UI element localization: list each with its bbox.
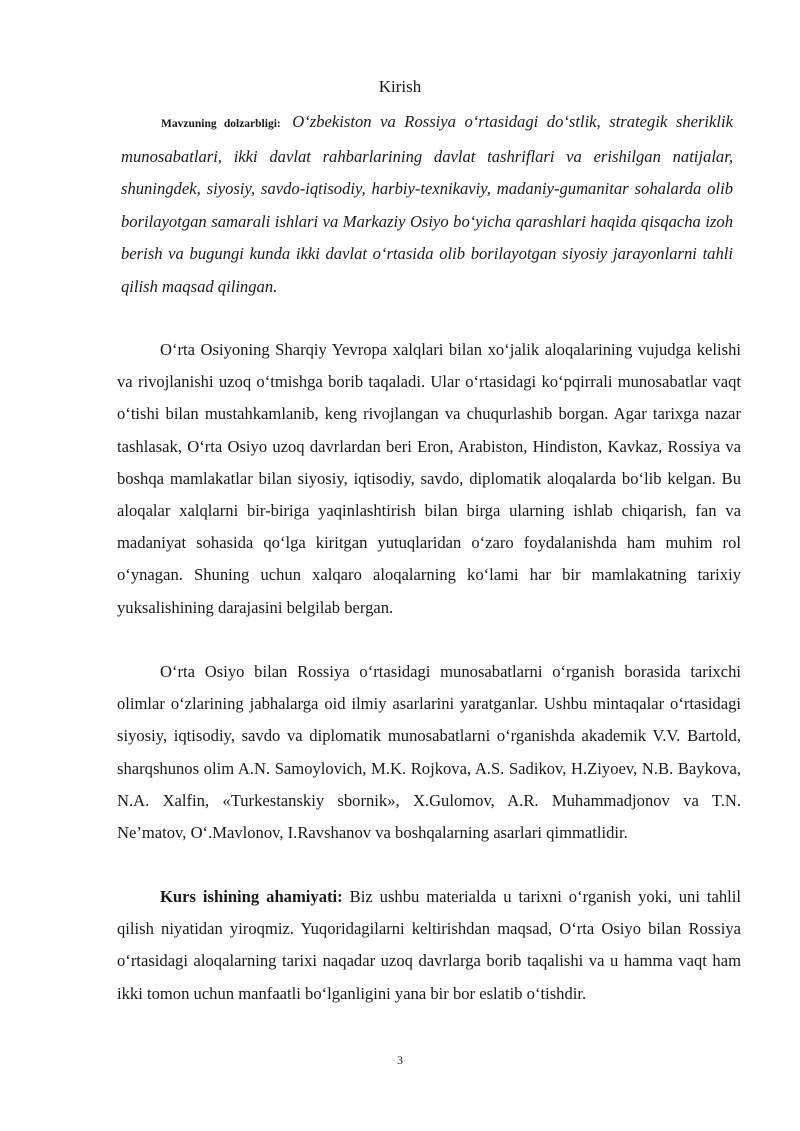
paragraph-text: O‘rta Osiyo bilan Rossiya o‘rtasidagi munosabatlarni o‘rganish borasida tarixchi olimlar o‘zlarining jabhalarga oid ilmiy asarlarini yaratganlar. Ushbu mintaqalar o‘rtasidagi siyosiy, iqtisodiy, savdo va diplomatik munosabatlarni o‘rganishda akademik V.V. Bartold, sharqshunos olim A.N. Samoylovich, M.K. Rojkova, A.S. Sadikov, H.Ziyoev, N.B. Baykova, N.A. Xalfin, «Turkestanskiy sbornik», X.Gulomov, A.R. Muhammadjonov va T.N. Ne’matov, O‘.Mavlonov, I.Ravshanov va boshqalarning asarlari qimmatlidir. bbox=[117, 662, 741, 843]
body-paragraph bbox=[117, 334, 741, 624]
relevance-paragraph bbox=[121, 106, 733, 303]
relevance-label: Mavzuning dolzarbligi: bbox=[161, 118, 281, 130]
significance-label: Kurs ishining ahamiyati: bbox=[160, 887, 343, 906]
body-paragraph bbox=[117, 656, 741, 849]
relevance-text: O‘zbekiston va Rossiya o‘rtasidagi do‘stlik, strategik sheriklik munosabatlari, ikki davlat rahbarlarining davlat tashriflari va erishilgan natijalar, shuningdek, siyosiy, savdo-iqtisodiy, harbiy-texnikaviy, madaniy-gumanitar sohalarda olib borilayotgan samarali ishlari va Markaziy Osiyo bo‘yicha qarashlari haqida qisqacha izoh berish va bugungi kunda ikki davlat o‘rtasida olib borilayotgan siyosiy jarayonlarni tahli qilish maqsad qilingan. bbox=[121, 112, 733, 296]
section-heading: Kirish bbox=[378, 77, 422, 96]
paragraph-text: O‘rta Osiyoning Sharqiy Yevropa xalqlari bilan xo‘jalik aloqalarining vujudga kelishi va rivojlanishi uzoq o‘tmishga borib taqaladi. Ular o‘rtasidagi ko‘pqirrali munosabatlar vaqt o‘tishi bilan mustahkamlanib, keng rivojlangan va chuqurlashib borgan. Agar tarixga nazar tashlasak, O‘rta Osiyo uzoq davrlardan beri Eron, Arabiston, Hindiston, Kavkaz, Rossiya va boshqa mamlakatlar bilan siyosiy, iqtisodiy, savdo, diplomatik aloqalarda bo‘lib kelgan. Bu aloqalar xalqlarni bir-biriga yaqinlashtirish bilan birga ularning ishlab chiqarish, fan va madaniyat sohasida qo‘lga kiritgan yutuqlaridan o‘zaro foydalanishda ham muhim rol o‘ynagan. Shuning uchun xalqaro aloqalarning ko‘lami har bir mamlakatning tarixiy yuksalishining darajasini belgilab bergan. bbox=[117, 340, 741, 617]
page-number: 3 bbox=[397, 1053, 403, 1067]
significance-paragraph bbox=[117, 881, 741, 1010]
paragraph-text: Biz ushbu materialda u tarixni o‘rganish yoki, uni tahlil qilish niyatidan yiroqmiz. Yuqoridagilarni keltirishdan maqsad, O‘rta Osiyo bilan Rossiya o‘rtasidagi aloqalarning tarixi naqadar uzoq davrlarga borib taqalishi va u hamma vaqt ham ikki tomon uchun manfaatli bo‘lganligini yana bir bor eslatib o‘tishdir. bbox=[117, 887, 741, 1003]
